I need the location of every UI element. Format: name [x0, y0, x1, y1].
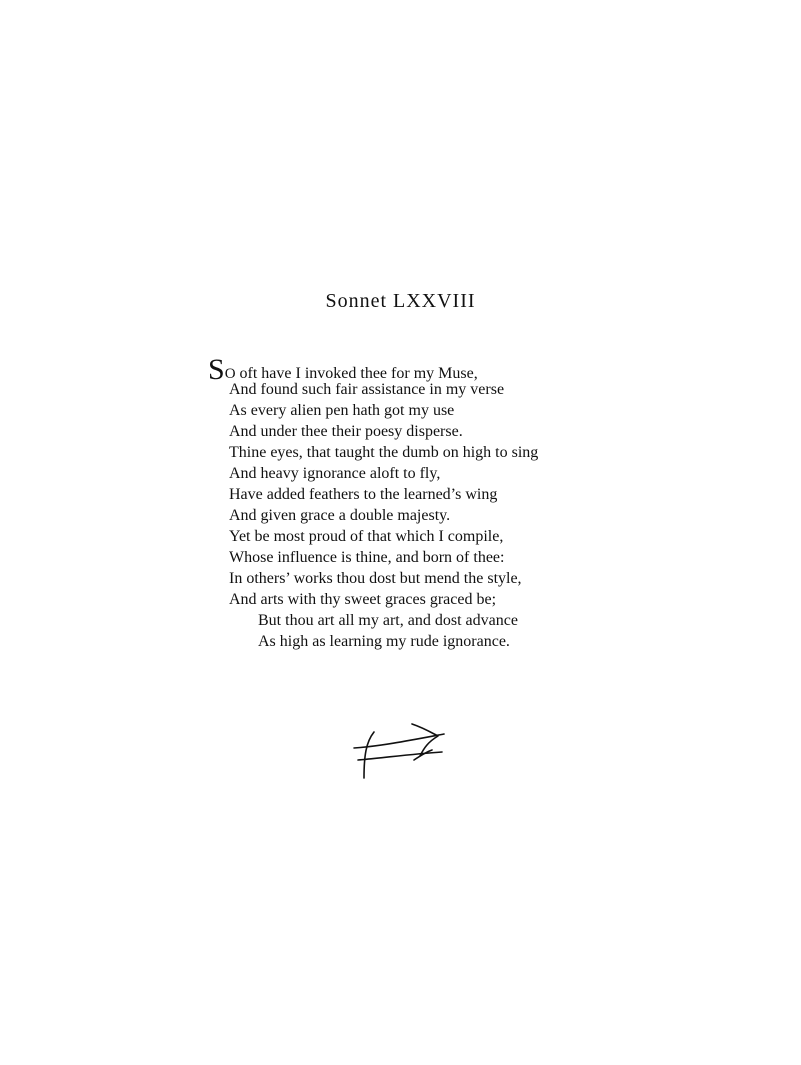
- monogram-stroke: [358, 752, 442, 760]
- poem-line: And heavy ignorance aloft to fly,: [229, 465, 441, 482]
- first-word-small-caps: O: [224, 366, 236, 382]
- hand-drawn-monogram-icon: [352, 722, 448, 780]
- drop-cap: S: [208, 353, 225, 386]
- poem-body: [208, 353, 628, 652]
- poem-line: In others’ works thou dost but mend the style,: [229, 570, 522, 587]
- poem-line: Whose influence is thine, and born of thee:: [229, 549, 505, 566]
- poem-line: And given grace a double majesty.: [229, 507, 451, 524]
- monogram-stroke: [364, 732, 374, 778]
- poem-line: Have added feathers to the learned’s wing: [229, 486, 498, 503]
- poem-line: As every alien pen hath got my use: [229, 402, 455, 419]
- poem-title: Sonnet LXXVIII: [325, 290, 476, 312]
- couplet-line: As high as learning my rude ignorance.: [258, 633, 510, 650]
- poem-line: Yet be most proud of that which I compile,: [229, 528, 504, 545]
- poem-line: Thine eyes, that taught the dumb on high to sing: [229, 444, 539, 461]
- poem-line: And arts with thy sweet graces graced be;: [229, 591, 497, 608]
- poem-line-1: [208, 353, 628, 386]
- poem-line: And found such fair assistance in my verse: [229, 381, 505, 398]
- couplet-line: But thou art all my art, and dost advance: [258, 612, 518, 629]
- first-line-text: oft have I invoked thee for my Muse,: [235, 365, 478, 382]
- poem-line: And under thee their poesy disperse.: [229, 423, 463, 440]
